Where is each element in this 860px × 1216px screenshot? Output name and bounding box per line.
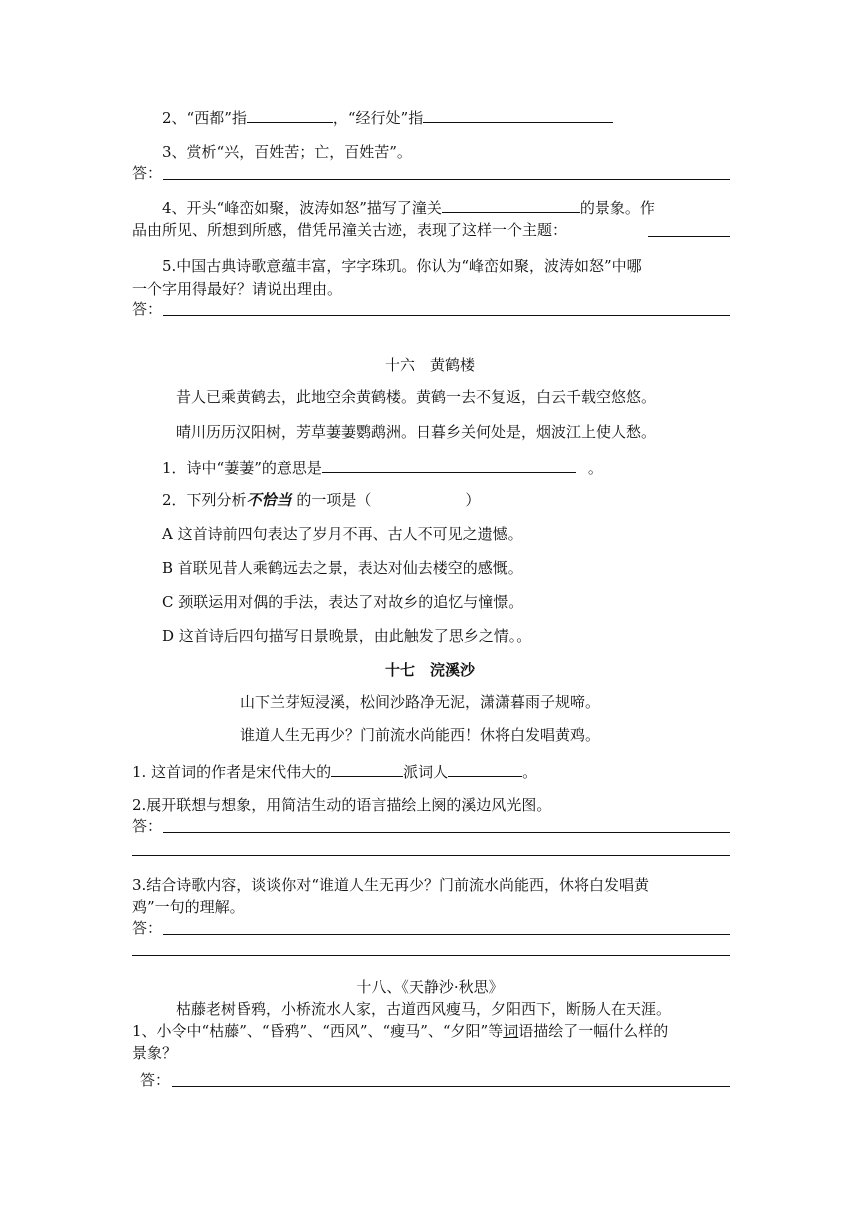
s15-question-5-line1: 5.中国古典诗歌意蕴丰富，字字珠玑。你认为“峰峦如聚，波涛如怒”中哪 bbox=[162, 257, 642, 275]
s17-question-3-line1: 3.结合诗歌内容，谈谈你对“谁道人生无再少？门前流水尚能西，休将白发唱黄 bbox=[132, 876, 649, 894]
answer-line[interactable] bbox=[163, 179, 730, 180]
s16-question-2: 2．下列分析不恰当 的一项是（ ） bbox=[162, 491, 481, 509]
answer-line[interactable] bbox=[163, 934, 730, 935]
s18-question-1-line2: 景象？ bbox=[132, 1044, 178, 1062]
option-d: D 这首诗后四句描写日景晚景，由此触发了思乡之情。。 bbox=[162, 627, 532, 645]
answer-line[interactable] bbox=[163, 315, 730, 316]
poem-line: 谁道人生无再少？门前流水尚能西！休将白发唱黄鸡。 bbox=[240, 726, 601, 744]
answer-line[interactable] bbox=[163, 832, 730, 833]
poem-line: 枯藤老树昏鸦，小桥流水人家，古道西风瘦马，夕阳西下，断肠人在天涯。 bbox=[176, 1000, 672, 1018]
option-b: B 首联见昔人乘鹤远去之景，表达对仙去楼空的感慨。 bbox=[162, 559, 523, 577]
answer-label: 答： bbox=[140, 1071, 171, 1089]
s17-question-2: 2.展开联想与想象，用简洁生动的语言描绘上阕的溪边风光图。 bbox=[132, 796, 552, 814]
answer-blank[interactable] bbox=[423, 106, 613, 123]
s15-question-3: 3、赏析“兴，百姓苦；亡，百姓苦”。 bbox=[162, 143, 412, 161]
answer-line[interactable] bbox=[132, 955, 730, 956]
answer-blank[interactable] bbox=[442, 196, 580, 213]
poem-line: 晴川历历汉阳树，芳草萋萋鹦鹉洲。日暮乡关何处是，烟波江上使人愁。 bbox=[176, 423, 657, 441]
option-c: C 颈联运用对偶的手法，表达了对故乡的追忆与憧憬。 bbox=[162, 593, 524, 611]
answer-label: 答： bbox=[132, 164, 163, 182]
answer-line[interactable] bbox=[132, 855, 730, 856]
answer-blank[interactable] bbox=[322, 456, 576, 473]
s15-question-5-line2: 一个字用得最好？请说出理由。 bbox=[132, 280, 343, 298]
section-18-title: 十八、《天静沙·秋思》 bbox=[356, 978, 504, 996]
s18-question-1-line1: 1、小令中“枯藤”、“昏鸦”、“西风”、“瘦马”、“夕阳”等词语描绘了一幅什么样的 bbox=[132, 1022, 669, 1040]
emphasis-text: 不恰当 bbox=[246, 491, 292, 509]
s17-question-1: 1. 这首词的作者是宋代伟大的 派词人 。 bbox=[132, 760, 537, 782]
section-17-title: 十七 浣溪沙 bbox=[384, 661, 475, 679]
answer-line[interactable] bbox=[172, 1086, 730, 1087]
s15-question-4-line2: 品由所见、所想到所感，借凭吊潼关古迹，表现了这样一个主题： bbox=[132, 221, 568, 239]
poem-line: 昔人已乘黄鹤去，此地空余黄鹤楼。黄鹤一去不复返，白云千载空悠悠。 bbox=[176, 388, 657, 406]
answer-line[interactable] bbox=[648, 236, 730, 237]
answer-blank[interactable] bbox=[247, 106, 333, 123]
poem-line: 山下兰芽短浸溪，松间沙路净无泥，潇潇暮雨子规啼。 bbox=[240, 693, 601, 711]
answer-label: 答： bbox=[132, 919, 163, 937]
s17-question-3-line2: 鸡”一句的理解。 bbox=[132, 898, 245, 916]
section-16-title: 十六 黄鹤楼 bbox=[384, 356, 475, 374]
option-a: A 这首诗前四句表达了岁月不再、古人不可见之遗憾。 bbox=[162, 525, 523, 543]
s15-question-4-line1: 4、开头“峰峦如聚，波涛如怒”描写了潼关 的景象。作 bbox=[162, 196, 655, 218]
s16-question-1: 1．诗中“萋萋”的意思是 。 bbox=[162, 456, 603, 478]
answer-blank[interactable] bbox=[448, 760, 522, 777]
answer-label: 答： bbox=[132, 817, 163, 835]
s15-question-2: 2、“西都”指 ，“经行处”指 bbox=[162, 106, 613, 128]
answer-label: 答： bbox=[132, 300, 163, 318]
answer-blank[interactable] bbox=[331, 760, 403, 777]
